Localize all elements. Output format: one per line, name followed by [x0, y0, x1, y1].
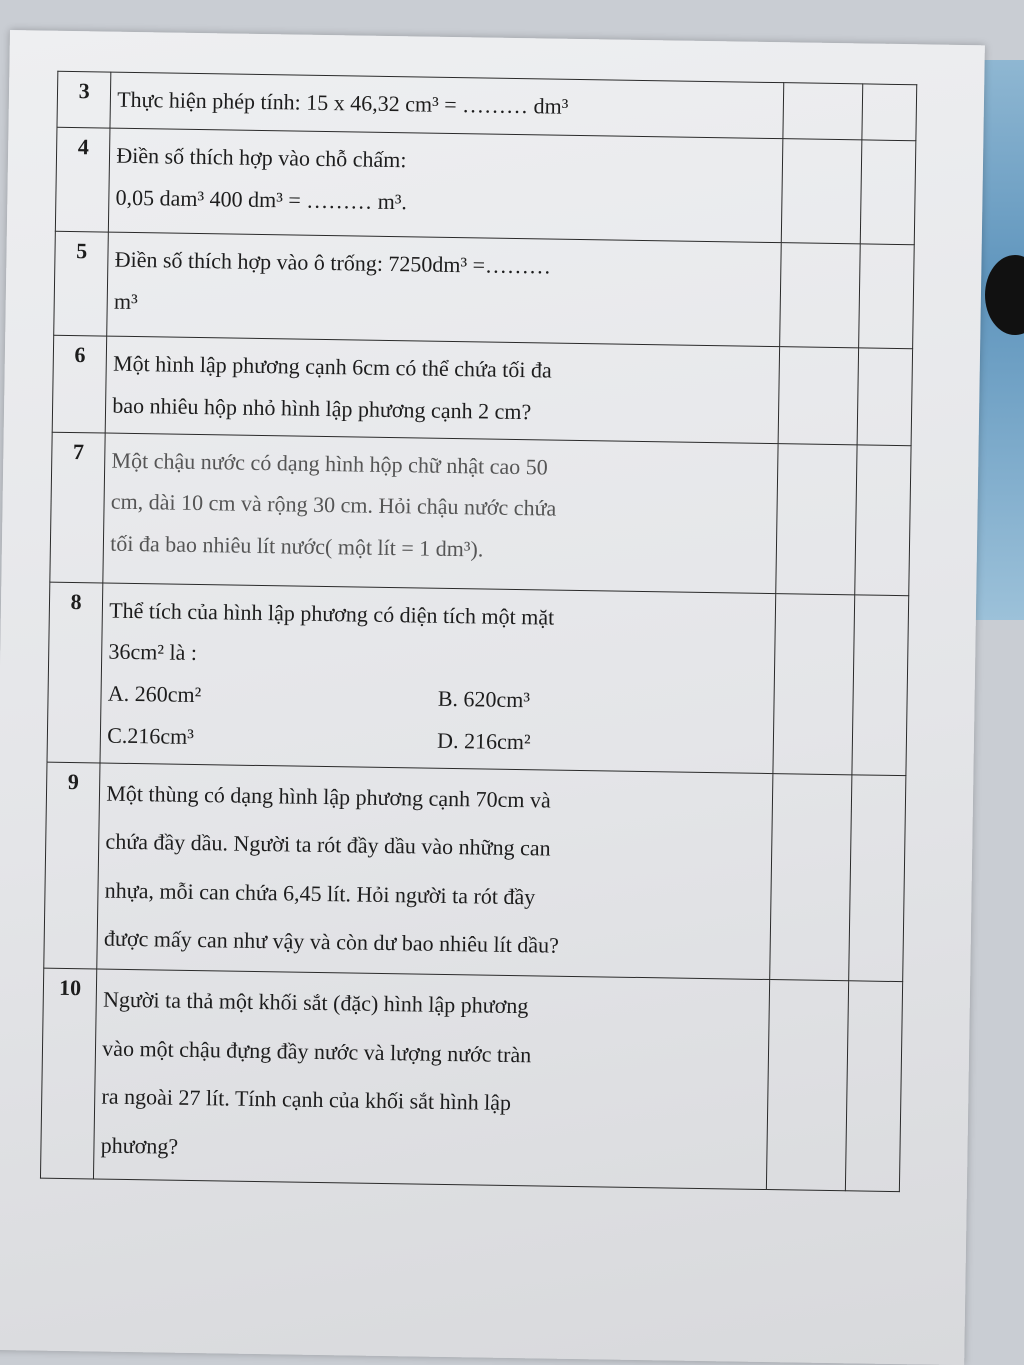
score-cell: [859, 244, 914, 349]
question-row-10: [40, 968, 902, 1191]
question-line: cm, dài 10 cm và rộng 30 cm. Hỏi chậu nước chứa: [110, 489, 557, 522]
score-cell: [861, 140, 916, 245]
questions-table: [40, 71, 917, 1193]
score-cell: [846, 981, 903, 1192]
score-cell: [849, 775, 906, 982]
answer-cell: [783, 83, 863, 140]
question-row-9: [44, 762, 906, 982]
answer-cell: [773, 593, 855, 774]
question-number: 4: [55, 127, 110, 232]
question-line: Một hình lập phương cạnh 6cm có thể chứa tối đa: [112, 350, 552, 383]
answer-cell: [778, 347, 859, 445]
question-text: [94, 969, 770, 1190]
score-cell: [852, 594, 908, 775]
question-number: 10: [40, 968, 97, 1179]
question-text: [110, 72, 784, 139]
question-line: Điền số thích hợp vào chỗ chấm:: [116, 142, 407, 173]
question-line: vào một chậu đựng đầy nước và lượng nước tràn: [102, 1035, 532, 1068]
question-line: được mấy can như vậy và còn dư bao nhiêu lít dầu?: [103, 925, 560, 958]
question-row-4: [55, 127, 916, 244]
option-a: A. 260cm²: [107, 680, 202, 708]
option-d: D. 216cm²: [436, 727, 531, 755]
question-number: 9: [44, 762, 101, 969]
question-line: tối đa bao nhiêu lít nước( một lít = 1 dm³).: [110, 530, 484, 562]
worksheet-page: [0, 30, 985, 1365]
question-line: m³: [113, 288, 138, 314]
question-line: ra ngoài 27 lít. Tính cạnh của khối sắt hình lập: [101, 1083, 512, 1116]
answer-cell: [770, 773, 852, 981]
question-number: 5: [54, 231, 109, 336]
answer-cell: [767, 980, 849, 1191]
question-text: [107, 232, 782, 347]
question-text: [105, 336, 779, 443]
question-line: Thể tích của hình lập phương có diện tích một mặt: [108, 597, 555, 630]
question-number: 8: [47, 582, 103, 763]
score-cell: [855, 444, 911, 595]
option-b: B. 620cm³: [437, 685, 531, 713]
question-line: 36cm² là :: [108, 639, 198, 666]
question-line: Một chậu nước có dạng hình hộp chữ nhật cao 50: [111, 447, 548, 480]
question-row-5: [54, 231, 915, 348]
question-text: [103, 433, 778, 594]
question-line: Điền số thích hợp vào ô trống: 7250dm³ =………: [114, 246, 552, 279]
question-text: [97, 763, 773, 980]
question-line: nhựa, mỗi can chứa 6,45 lít. Hỏi người ta rót đầy: [104, 877, 536, 909]
options-row-2: [107, 715, 768, 767]
question-line: bao nhiêu hộp nhỏ hình lập phương cạnh 2 cm?: [112, 392, 532, 425]
question-line: 0,05 dam³ 400 dm³ = ……… m³.: [115, 184, 408, 215]
option-c: C.216cm³: [107, 722, 195, 749]
score-cell: [857, 348, 912, 445]
question-number: 6: [52, 335, 107, 432]
question-line: Người ta thả một khối sắt (đặc) hình lập phương: [102, 986, 529, 1019]
question-line: chứa đầy dầu. Người ta rót đầy dầu vào những can: [105, 828, 551, 861]
question-text: [100, 583, 776, 774]
question-line: phương?: [100, 1132, 179, 1159]
question-number: 3: [57, 71, 111, 128]
question-line: Một thùng có dạng hình lập phương cạnh 70cm và: [106, 780, 551, 813]
answer-cell: [782, 139, 863, 244]
answer-cell: [780, 243, 861, 348]
question-text: [109, 128, 784, 243]
question-row-8: [47, 582, 909, 776]
question-line: Thực hiện phép tính: 15 x 46,32 cm³ = ……… dm³: [117, 86, 569, 119]
question-row-6: [52, 335, 912, 445]
score-cell: [862, 84, 917, 141]
answer-cell: [776, 443, 857, 594]
question-row-7: [50, 432, 911, 595]
question-number: 7: [50, 432, 106, 583]
